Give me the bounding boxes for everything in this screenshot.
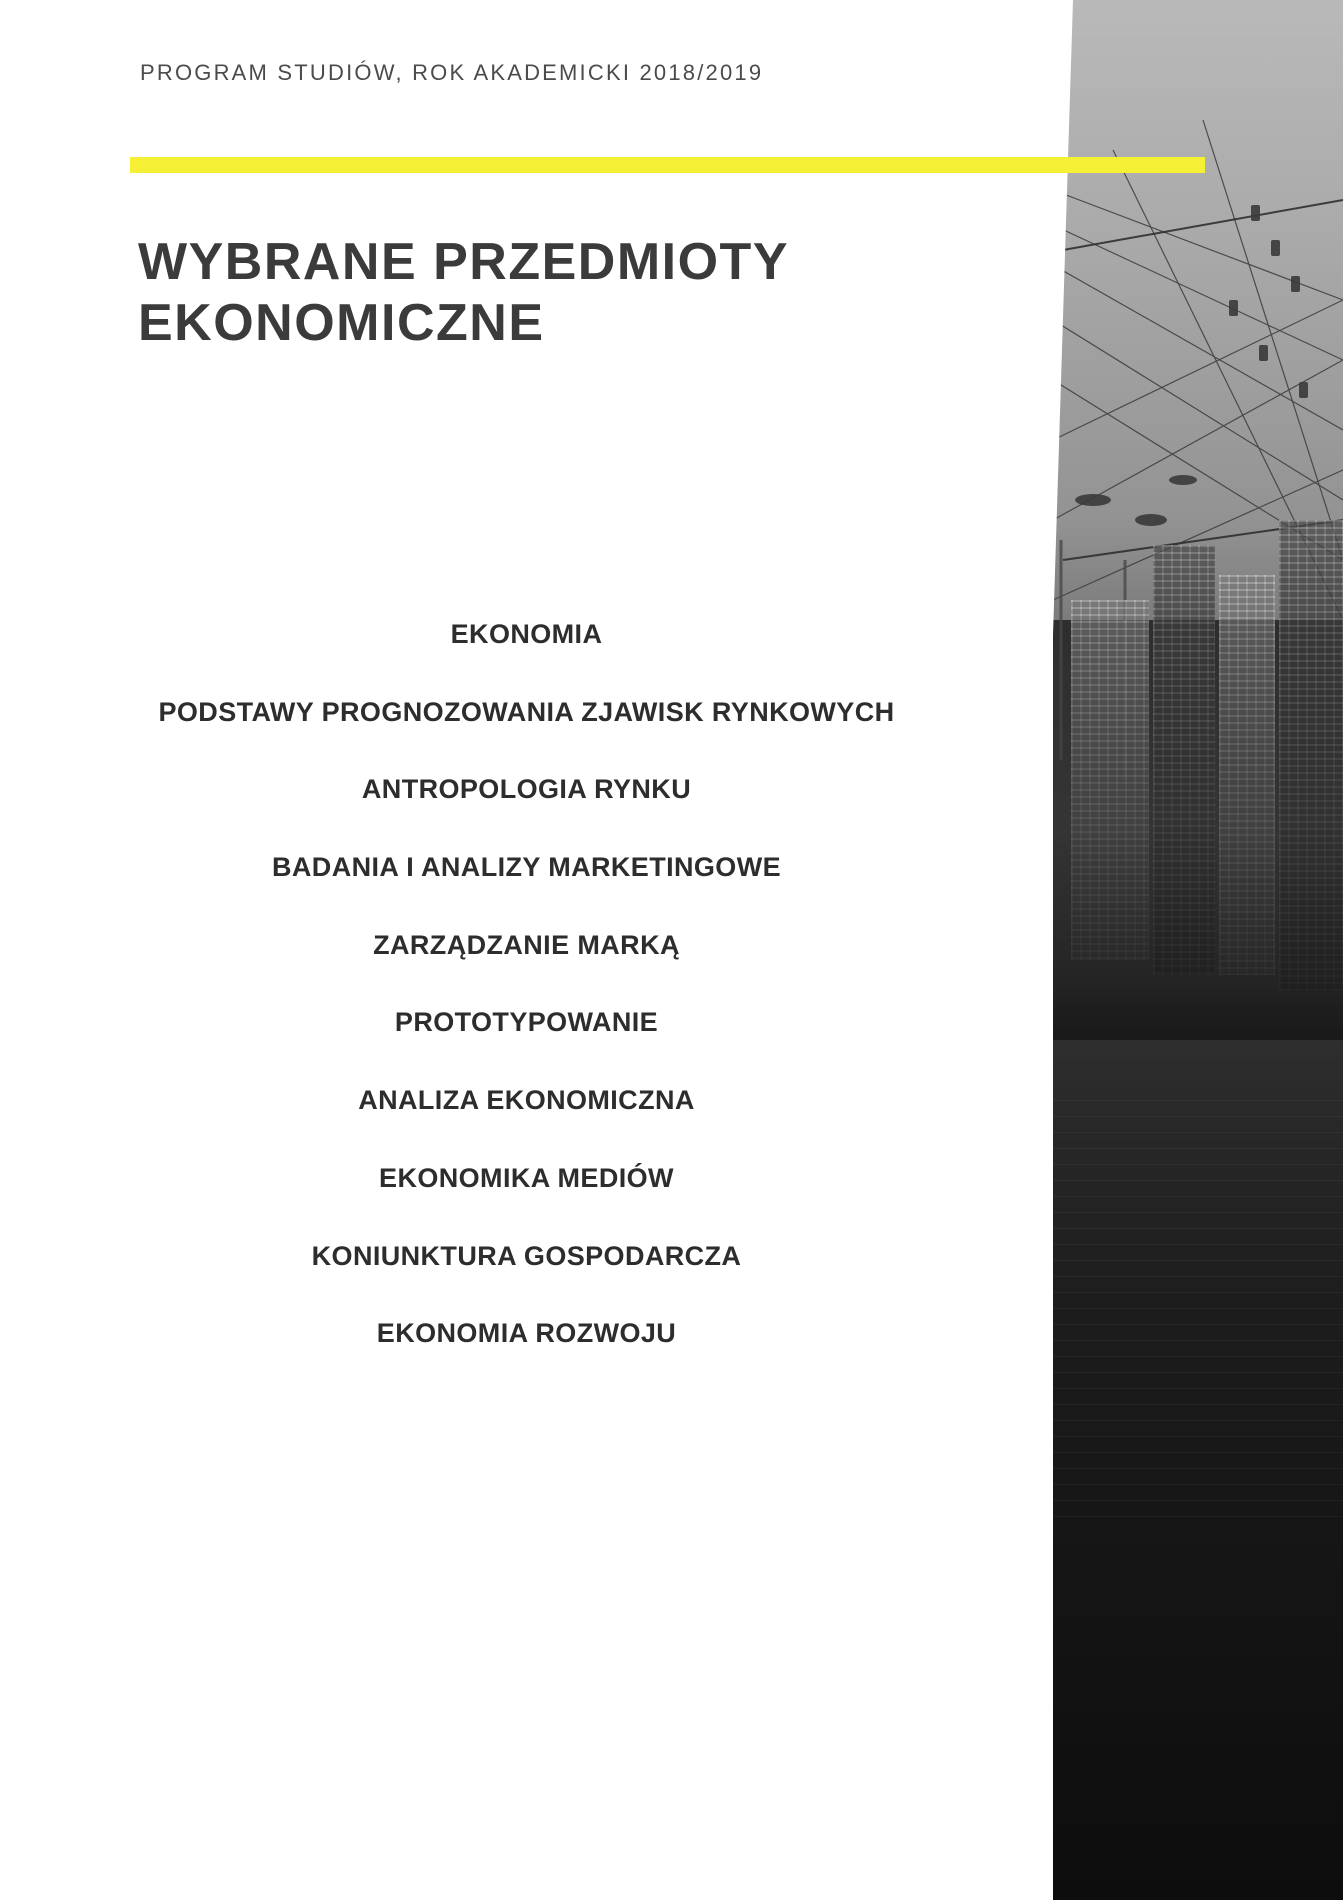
subject-list — [0, 620, 1053, 1349]
list-item: EKONOMIKA MEDIÓW — [379, 1162, 674, 1193]
list-item: EKONOMIA ROZWOJU — [376, 1318, 677, 1349]
list-item: BADANIA I ANALIZY MARKETINGOWE — [272, 852, 781, 883]
page-kicker: PROGRAM STUDIÓW, ROK AKADEMICKI 2018/2019 — [140, 60, 764, 85]
accent-rule — [130, 157, 1205, 173]
list-item: PROTOTYPOWANIE — [394, 1007, 659, 1038]
city-skyline-photo — [1053, 0, 1343, 1900]
list-item: PODSTAWY PROGNOZOWANIA ZJAWISK RYNKOWYCH — [158, 696, 895, 727]
list-item: ANALIZA EKONOMICZNA — [358, 1085, 695, 1116]
list-item: ZARZĄDZANIE MARKĄ — [373, 929, 680, 960]
list-item: KONIUNKTURA GOSPODARCZA — [311, 1240, 742, 1271]
page-title: WYBRANE PRZEDMIOTY EKONOMICZNE — [138, 233, 789, 353]
photo-streaks — [1053, 1100, 1343, 1520]
list-item: EKONOMIA — [450, 619, 603, 649]
list-item: ANTROPOLOGIA RYNKU — [361, 774, 692, 805]
